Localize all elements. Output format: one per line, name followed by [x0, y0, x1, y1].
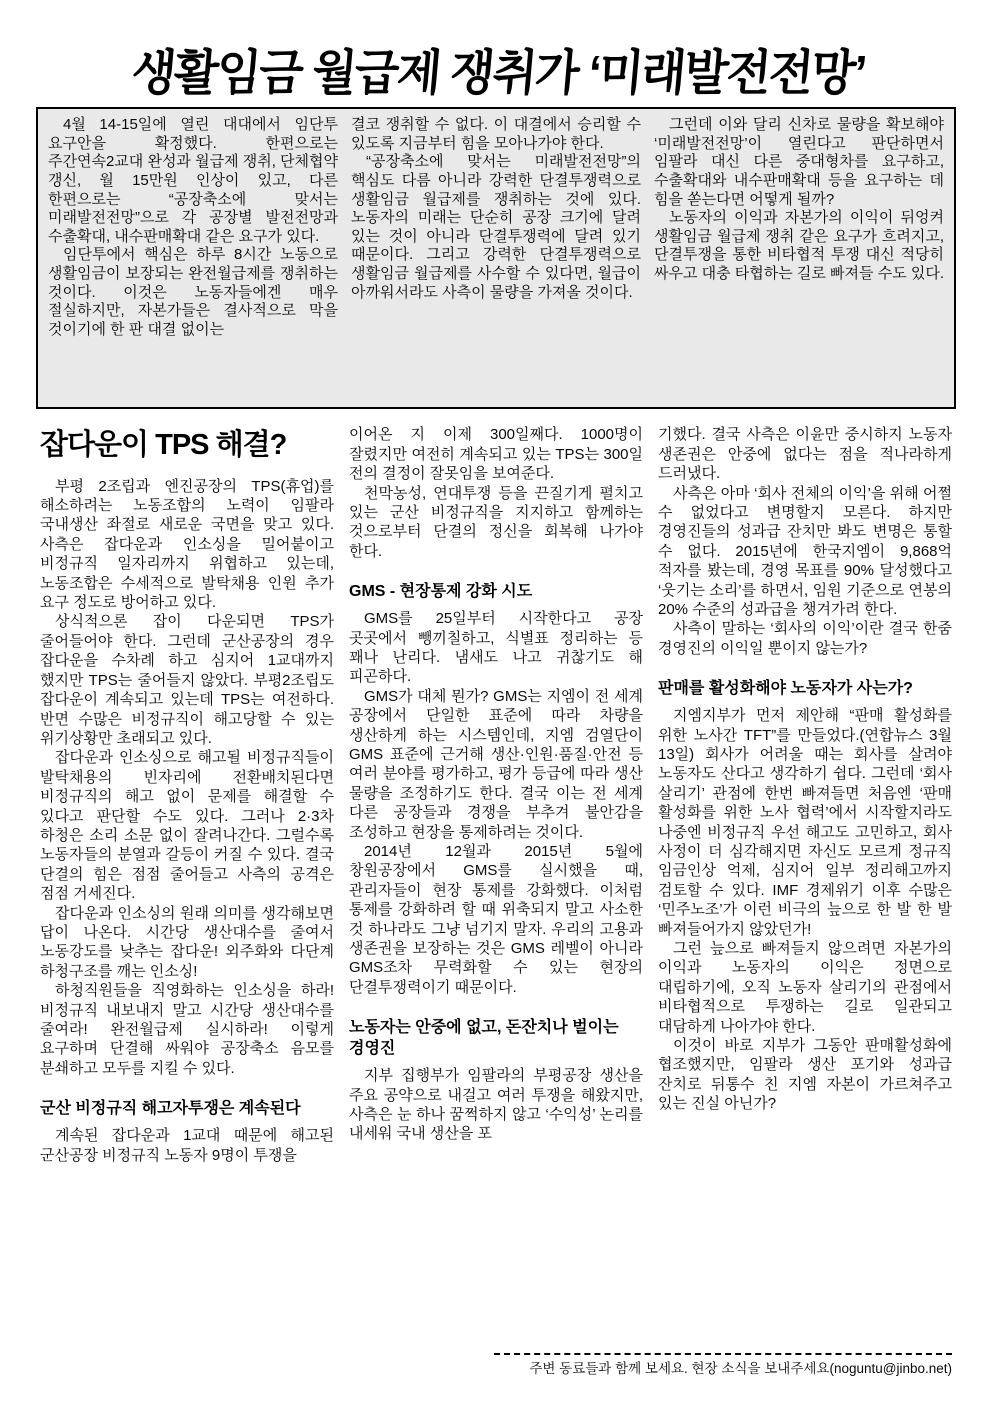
lead-article-box	[36, 107, 956, 409]
paragraph: 천막농성, 연대투쟁 등을 끈질기게 펼치고 있는 군산 비정규직을 지지하고 함께하는 것으로부터 단결의 정신을 회복해 나가야 한다.	[349, 484, 643, 560]
section-heading-gunsan-struggle: 군산 비정규직 해고자투쟁은 계속된다	[40, 1100, 301, 1118]
paragraph: “공장축소에 맞서는 미래발전전망”의 핵심도 다름 아니라 강력한 단결투쟁력으로 생활임금 월급제를 쟁취하는 것에 있다. 노동자의 미래는 단순히 공장 크기에 달려 있는 것이 아니라 단결투쟁력에 달려 있기 때문이다. 그리고 강력한 단결투쟁력으로 생활임금 월급제를 사수할 수 있다면, 월급이 아까워서라도 사측이 물량을 가져올 것이다.	[351, 153, 641, 301]
paragraph: 노동자의 이익과 자본가의 이익이 뒤엉켜 생활임금 월급제 쟁취 같은 요구가 흐려지고, 단결투쟁을 통한 비타협적 투쟁 대신 적당히 싸우고 대충 타협하는 길로 빠져들 수도 있다.	[654, 209, 944, 283]
paragraph: 이어온 지 이제 300일째다. 1000명이 잘렸지만 여전히 계속되고 있는 TPS는 300일 전의 결정이 잘못임을 보여준다.	[349, 426, 643, 483]
lead-box-column-1	[48, 116, 338, 400]
paragraph: 잡다운과 인소싱의 원래 의미를 생각해보면 답이 나온다. 시간당 생산대수를 줄여서 노동강도를 낮추는 잡다운! 외주화와 다단계 하청구조를 깨는 인소싱!	[40, 904, 334, 980]
article-body	[40, 425, 952, 1343]
masthead-title: 생활임금 월급제 쟁취가 ‘미래발전전망’	[129, 44, 868, 101]
paragraph: GMS를 25일부터 시작한다고 공장 곳곳에서 뺑끼칠하고, 식별표 정리하는 등 꽤나 난리다. 냄새도 나고 귀찮기도 해 피곤하다.	[349, 610, 643, 686]
paragraph: 상식적으론 잡이 다운되면 TPS가 줄어들어야 한다. 그런데 군산공장의 경우 잡다운을 수차례 하고 심지어 1교대까지 했지만 TPS는 줄어들지 않았다. 부평2조립도 잡다운이 계속되고 있는데 TPS는 여전하다. 반면 수많은 비정규직이 해고당할 수 있는 위기상황만 초래되고 있다.	[40, 613, 334, 747]
footer-contact-note: 주변 동료들과 함께 보세요. 현장 소식을 보내주세요(noguntu@jinbo.net)	[529, 1361, 952, 1377]
section-heading-jobdown-tps: 잡다운이 TPS 해결?	[40, 429, 287, 462]
body-column-2	[349, 425, 643, 1343]
section-heading-sales-activation: 판매를 활성화해야 노동자가 사는가?	[658, 680, 913, 698]
paragraph: 4월 14-15일에 열린 대대에서 임단투 요구안을 확정했다. 한편으로는 주간연속2교대 완성과 월급제 쟁취, 단체협약 갱신, 월 15만원 인상이 있고, 다른 한편으로는 “공장축소에 맞서는 미래발전전망”으로 각 공장별 발전전망과 수출확대, 내수판매확대 같은 요구가 있다.	[48, 116, 339, 245]
paragraph: 계속된 잡다운과 1교대 때문에 해고된 군산공장 비정규직 노동자 9명이 투쟁을	[40, 1127, 334, 1164]
body-column-3	[658, 425, 952, 1343]
page-footer	[40, 1353, 952, 1377]
paragraph: 잡다운과 인소싱으로 해고될 비정규직들이 발탁채용의 빈자리에 전환배치된다면 비정규직의 해고 없이 문제를 해결할 수 있다고 판단할 수도 있다. 그러나 2·3차 하청은 소리 소문 없이 잘려나간다. 그럴수록 노동자들의 분열과 갈등이 커질 수 있다. 결국 단결의 힘은 점점 줄어들고 사측의 공격은 점점 거세진다.	[40, 749, 334, 903]
dashed-divider	[494, 1353, 952, 1355]
paragraph: 사측이 말하는 ‘회사의 이익’이란 결국 한줌 경영진의 이익일 뿐이지 않는가?	[658, 620, 952, 657]
lead-box-column-3	[654, 116, 944, 400]
paragraph: 지엠지부가 먼저 제안해 “판매 활성화를 위한 노사간 TFT”를 만들었다.(연합뉴스 3월 13일) 회사가 어려울 때는 회사를 살려야 노동자도 산다고 생각하기 쉽다. 그런데 ‘회사 살리기’ 관점에 한번 빠져들면 처음엔 ‘판매 활성화를 위한 노사 협력’에서 시작할지라도 나중엔 비정규직 우선 해고도 고민하고, 회사 사정이 더 심각해지면 자신도 모르게 정규직 임금인상 억제, 심지어 일부 정리해고까지 검토할 수 있다. IMF 경제위기 이후 수많은 ‘민주노조’가 이런 비극의 늪으로 한 발 한 발 빠져들어가지 않았던가!	[658, 707, 952, 938]
paragraph: GMS가 대체 뭔가? GMS는 지엠이 전 세계 공장에서 단일한 표준에 따라 차량을 생산하게 하는 시스템인데, 지엠 검열단이 GMS 표준에 근거해 생산·인원·품질·안전 등 여러 분야를 평가하고, 평가 등급에 따라 생산 물량을 조정하기도 한다. 결국 이는 전 세계 다른 공장들과 경쟁을 부추겨 불안감을 조성하고 현장을 통제하려는 것이다.	[349, 687, 643, 841]
paragraph: 결코 쟁취할 수 없다. 이 대결에서 승리할 수 있도록 지금부터 힘을 모아나가야 한다.	[351, 116, 641, 152]
paragraph: 기했다. 결국 사측은 이윤만 중시하지 노동자 생존권은 안중에 없다는 점을 적나라하게 드러냈다.	[658, 426, 952, 483]
paragraph: 지부 집행부가 임팔라의 부평공장 생산을 주요 공약으로 내걸고 여러 투쟁을 해왔지만, 사측은 눈 하나 꿈쩍하지 않고 ‘수익성’ 논리를 내세워 국내 생산을 포	[349, 1067, 643, 1143]
paragraph: 임단투에서 핵심은 하루 8시간 노동으로 생활임금이 보장되는 완전월급제를 쟁취하는 것이다. 이것은 노동자들에겐 매우 절실하지만, 자본가들은 결사적으로 막을 것이기에 한 판 대결 없이는	[48, 246, 338, 338]
paragraph: 그런데 이와 달리 신차로 물량을 확보해야 ‘미래발전전망’이 열린다고 판단하면서 임팔라 대신 다른 중대형차를 요구하고, 수출확대와 내수판매확대 등을 요구하는 데 힘을 쏟는다면 어떻게 될까?	[654, 116, 944, 208]
lead-box-column-2	[351, 116, 641, 400]
paragraph: 이것이 바로 지부가 그동안 판매활성화에 협조했지만, 임팔라 생산 포기와 성과급 잔치로 뒤통수 친 지엠 자본이 가르쳐주고 있는 진실 아닌가?	[658, 1037, 952, 1113]
paragraph: 사측은 아마 ‘회사 전체의 이익’을 위해 어쩔 수 없었다고 변명할지 모른다. 하지만 경영진들의 성과급 잔치만 봐도 변명은 통할 수 없다. 2015년에 한국지엠이 9,868억 적자를 봤는데, 경영 목표를 90% 달성했다고 ‘웃기는 소리’를 하면서, 임원 기준으로 연봉의 20% 수준의 성과급을 챙겨가려 한다.	[658, 484, 952, 618]
section-heading-management-feast: 노동자는 안중에 없고, 돈잔치나 벌이는 경영진	[349, 1019, 619, 1058]
paragraph: 2014년 12월과 2015년 5월에 창원공장에서 GMS를 실시했을 때, 관리자들이 현장 통제를 강화했다. 이처럼 통제를 강화하려 할 때 위축되지 말고 사소한 것 하나라도 그냥 넘기지 말자. 우리의 고용과 생존권을 보장하는 것은 GMS 레벨이 아니라 GMS조차 무력화할 수 있는 현장의 단결투쟁력이기 때문이다.	[349, 843, 643, 996]
paragraph: 부평 2조립과 엔진공장의 TPS(휴업)를 해소하려는 노동조합의 노력이 임팔라 국내생산 좌절로 새로운 국면을 맞고 있다. 사측은 잡다운과 인소싱을 밀어붙이고 비정규직 일자리까지 위협하고 있는데, 노동조합은 수세적으로 발탁채용 인원 추가 요구 정도로 방어하고 있다.	[40, 477, 334, 612]
paragraph: 그런 늪으로 빠져들지 않으려면 자본가의 이익과 노동자의 이익은 정면으로 대립하기에, 오직 노동자 살리기의 관점에서 비타협적으로 투쟁하는 길로 일관되고 대담하게 나아가야 한다.	[658, 940, 952, 1035]
section-heading-gms-control: GMS - 현장통제 강화 시도	[349, 583, 533, 601]
body-column-1	[40, 425, 334, 1343]
paragraph: 하청직원들을 직영화하는 인소싱을 하라! 비정규직 내보내지 말고 시간당 생산대수를 줄여라! 완전월급제 실시하라! 이렇게 요구하며 단결해 싸워야 공장축소 음모를 분쇄하고 모두를 지킬 수 있다.	[40, 982, 334, 1077]
